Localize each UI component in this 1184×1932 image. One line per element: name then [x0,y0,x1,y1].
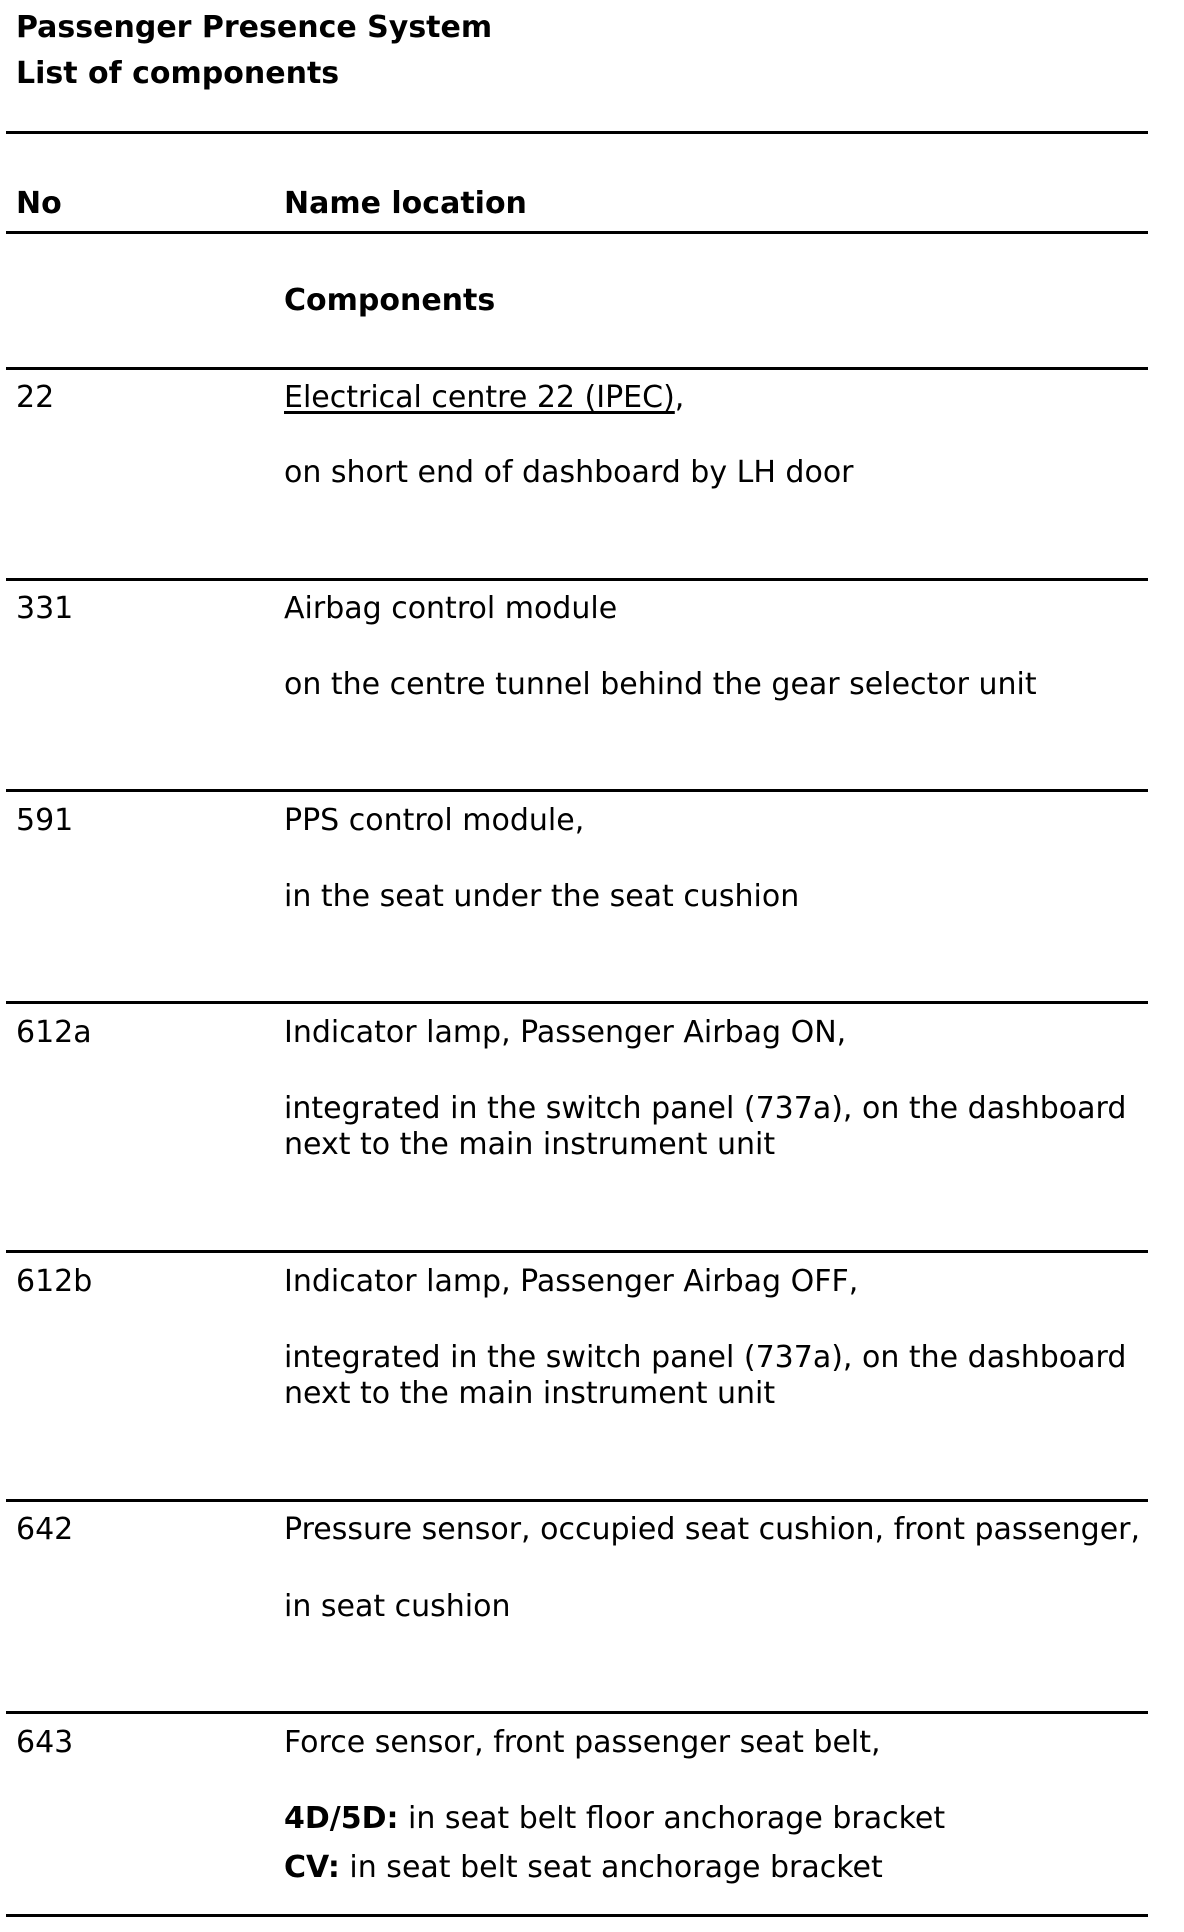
component-location: next to the main instrument unit [284,1127,776,1162]
component-location: next to the main instrument unit [284,1376,776,1411]
component-name: Indicator lamp, Passenger Airbag OFF, [284,1264,859,1299]
row-number: 643 [16,1725,74,1760]
variant-location: in seat belt seat anchorage bracket [339,1850,883,1885]
row-number: 22 [16,380,55,415]
component-link[interactable]: Electrical centre 22 (IPEC) [284,380,675,415]
component-name: Airbag control module [284,591,618,626]
divider [6,367,1148,370]
row-number: 642 [16,1512,74,1547]
section-label: Components [284,283,496,318]
divider [6,231,1148,234]
component-name-suffix: , [674,380,685,415]
component-location: on the centre tunnel behind the gear selector unit [284,667,1037,702]
divider [6,131,1148,134]
column-header-no: No [16,186,62,221]
component-location-item [284,1850,883,1886]
divider [6,578,1148,581]
row-number: 591 [16,803,74,838]
component-location-item [284,1801,945,1837]
variant-label: 4D/5D: [284,1801,399,1836]
divider [6,1499,1148,1502]
component-location: in seat cushion [284,1589,511,1624]
column-header-name-location: Name location [284,186,527,221]
divider [6,1914,1148,1917]
variant-location: in seat belt floor anchorage bracket [398,1801,946,1836]
component-name: Pressure sensor, occupied seat cushion, front passenger, [284,1512,1141,1547]
page-subtitle: List of components [16,56,340,91]
component-name [284,380,684,416]
row-number: 331 [16,591,74,626]
page-title: Passenger Presence System [16,10,493,45]
component-location: on short end of dashboard by LH door [284,455,854,490]
variant-label: CV: [284,1850,340,1885]
divider [6,789,1148,792]
component-location: integrated in the switch panel (737a), on the dashboard [284,1340,1127,1375]
divider [6,1001,1148,1004]
component-location: integrated in the switch panel (737a), on the dashboard [284,1091,1127,1126]
row-number: 612b [16,1264,93,1299]
component-name: PPS control module, [284,803,585,838]
divider [6,1711,1148,1714]
divider [6,1250,1148,1253]
component-name: Indicator lamp, Passenger Airbag ON, [284,1015,847,1050]
component-location: in the seat under the seat cushion [284,879,800,914]
row-number: 612a [16,1015,92,1050]
component-name: Force sensor, front passenger seat belt, [284,1725,881,1760]
